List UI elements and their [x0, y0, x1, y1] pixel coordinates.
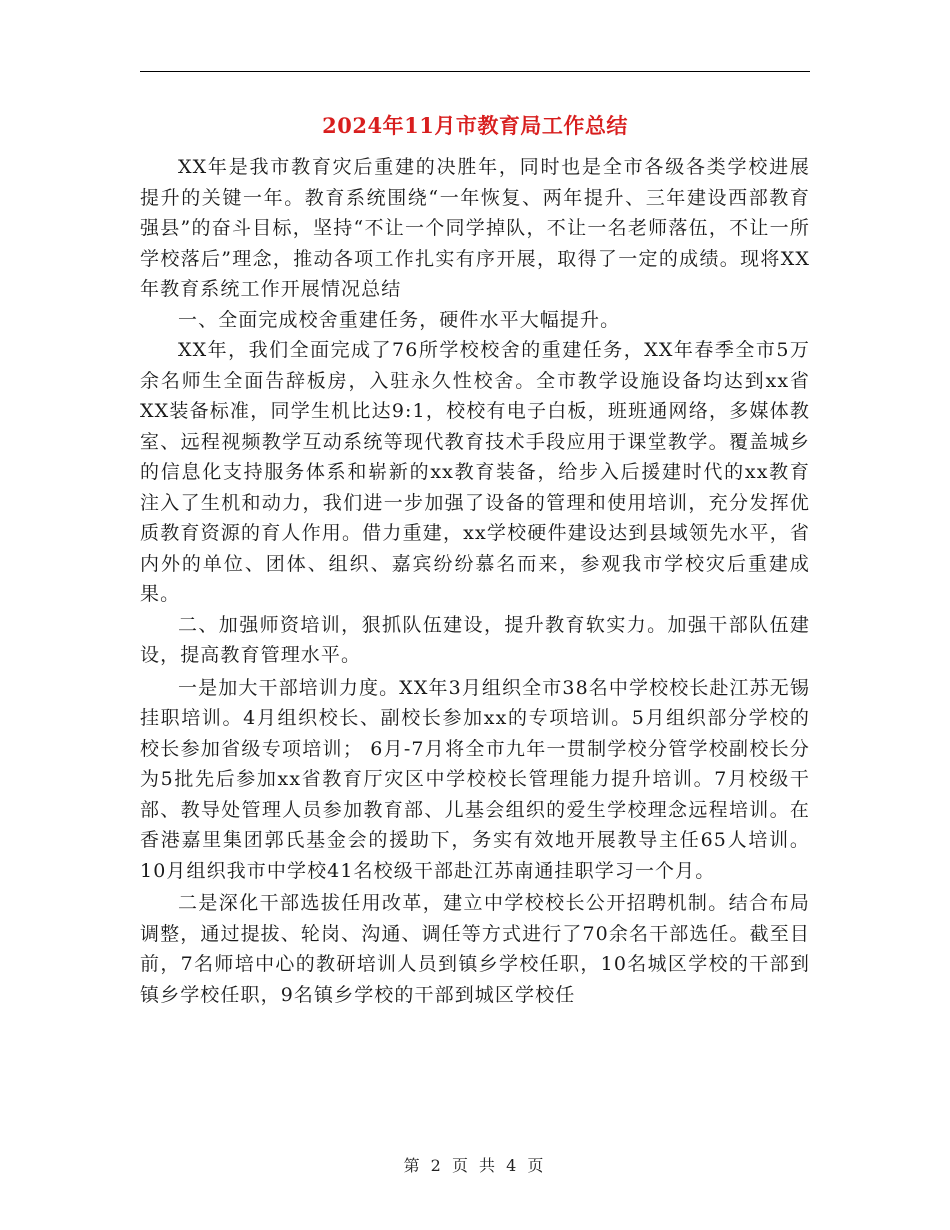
document-body [140, 152, 810, 1010]
paragraph-cadre-selection: 二是深化干部选拔任用改革，建立中学校校长公开招聘机制。结合布局调整，通过提拔、轮岗、沟通、调任等方式进行了70余名干部选任。截至目前，7名师培中心的教研培训人员到镇乡学校任职，10名城区学校的干部到镇乡学校任职，9名镇乡学校的干部到城区学校任 [140, 892, 810, 1006]
paragraph-intro: XX年是我市教育灾后重建的决胜年，同时也是全市各级各类学校进展提升的关键一年。教育系统围绕“一年恢复、两年提升、三年建设西部教育强县”的奋斗目标，坚持“不让一个同学掉队，不让一名老师落伍，不让一所学校落后”理念，推动各项工作扎实有序开展，取得了一定的成绩。现将XX年教育系统工作开展情况总结 [140, 156, 810, 300]
section-heading-2: 二、加强师资培训，狠抓队伍建设，提升教育软实力。加强干部队伍建设，提高教育管理水平。 [140, 613, 810, 666]
section-heading-1: 一、全面完成校舍重建任务，硬件水平大幅提升。 [178, 308, 621, 331]
document-title: 2024年11月市教育局工作总结 [322, 113, 628, 138]
paragraph-reconstruction: XX年，我们全面完成了76所学校校舍的重建任务，XX年春季全市5万余名师生全面告辞板房，入驻永久性校舍。全市教学设施设备均达到xx省XX装备标准，同学生机比达9:1，校校有电子白板，班班通网络，多媒体教室、远程视频教学互动系统等现代教育技术手段应用于课堂教学。覆盖城乡的信息化支持服务体系和崭新的xx教育装备，给步入后援建时代的xx教育注入了生机和动力，我们进一步加强了设备的管理和使用培训，充分发挥优质教育资源的育人作用。借力重建，xx学校硬件建设达到县域领先水平，省内外的单位、团体、组织、嘉宾纷纷慕名而来，参观我市学校灾后重建成果。 [140, 339, 810, 605]
paragraph-cadre-training: 一是加大干部培训力度。XX年3月组织全市38名中学校校长赴江苏无锡挂职培训。4月组织校长、副校长参加xx的专项培训。5月组织部分学校的校长参加省级专项培训； 6月-7月将全市九年一贯制学校分管学校副校长分为5批先后参加xx省教育厅灾区中学校校长管理能力提升培训。7月校级干部、教导处管理人员参加教育部、儿基会组织的爱生学校理念远程培训。在香港嘉里集团郭氏基金会的援助下，务实有效地开展教导主任65人培训。10月组织我市中学校41名校级干部赴江苏南通挂职学习一个月。 [140, 676, 810, 882]
header-rule [140, 71, 810, 72]
page-number-footer: 第 2 页 共 4 页 [403, 1156, 547, 1175]
